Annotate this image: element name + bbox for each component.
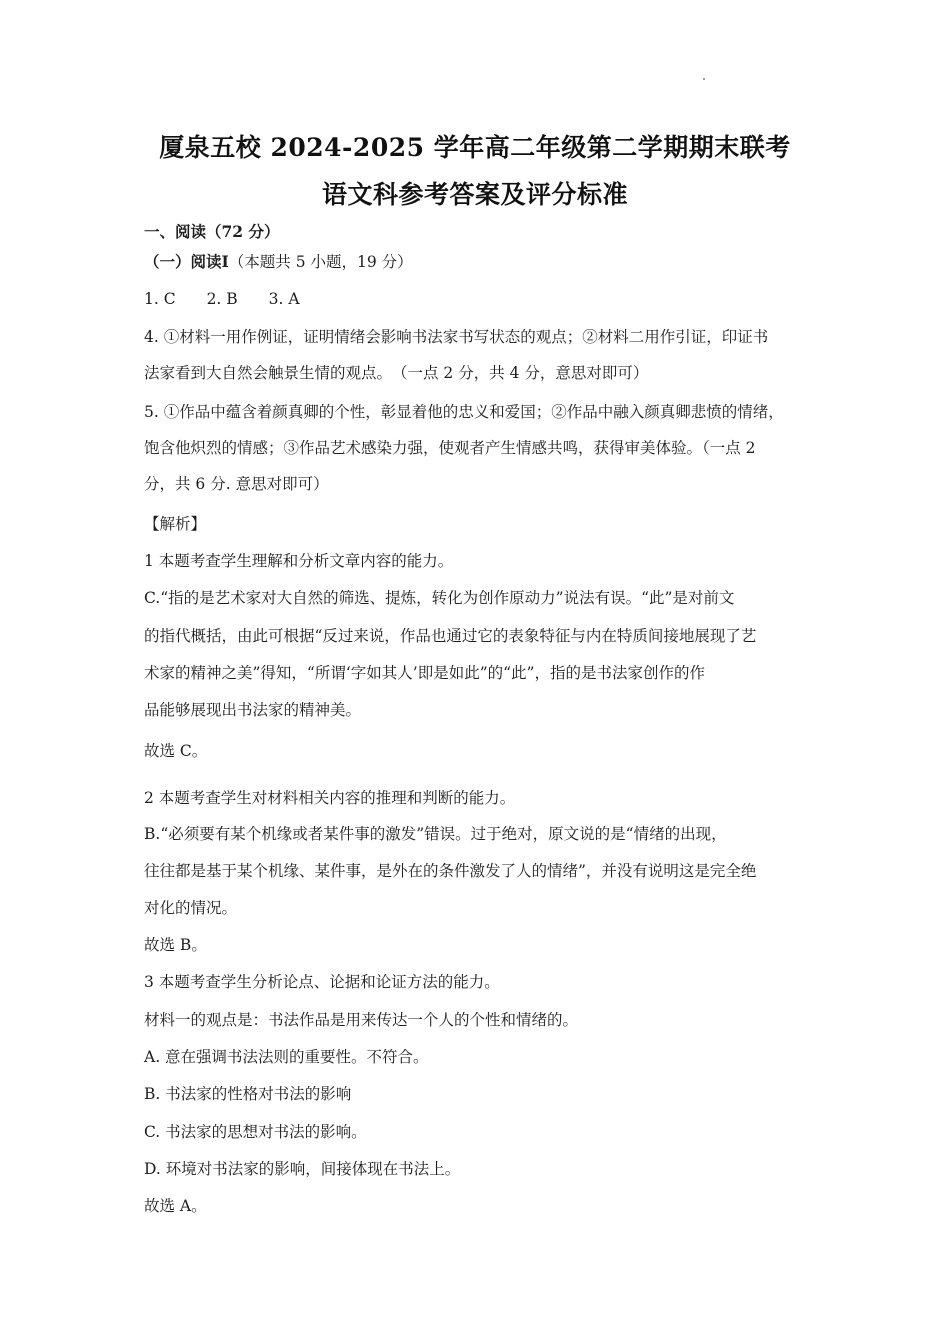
analysis-q1-result: 故选 C。 bbox=[144, 742, 208, 760]
analysis-q1-line: C.“指的是艺术家对大自然的筛选、提炼，转化为创作原动力”说法有误。“此”是对前文 bbox=[144, 589, 735, 607]
analysis-label: 【解析】 bbox=[144, 515, 207, 533]
analysis-q2-result: 故选 B。 bbox=[144, 936, 207, 954]
document-subtitle: 语文科参考答案及评分标准 bbox=[321, 180, 628, 209]
answer-q5-line: 5. ①作品中蕴含着颜真卿的个性，彰显着他的忠义和爱国；②作品中融入颜真卿悲愤的情绪， bbox=[144, 403, 784, 421]
analysis-q3-option-a: A. 意在强调书法法则的重要性。不符合。 bbox=[144, 1048, 429, 1066]
analysis-q3-view: 材料一的观点是：书法作品是用来传达一个人的个性和情绪的。 bbox=[144, 1011, 579, 1029]
analysis-q1-line: 术家的精神之美”得知，“所谓‘字如其人’即是如此”的“此”，指的是书法家创作的作 bbox=[144, 664, 705, 682]
analysis-q3-option-c: C. 书法家的思想对书法的影响。 bbox=[144, 1123, 367, 1141]
answer-choices: 1. C 2. B 3. A bbox=[144, 290, 300, 308]
answer-q5-line: 饱含他炽烈的情感；③作品艺术感染力强，使观者产生情感共鸣，获得审美体验。（一点 2 bbox=[144, 439, 756, 457]
analysis-q3-option-d: D. 环境对书法家的影响，间接体现在书法上。 bbox=[144, 1160, 461, 1178]
analysis-q3-intro: 3 本题考查学生分析论点、论据和论证方法的能力。 bbox=[144, 973, 500, 991]
analysis-q1-intro: 1 本题考查学生理解和分析文章内容的能力。 bbox=[144, 552, 454, 570]
analysis-q3-result: 故选 A。 bbox=[144, 1197, 207, 1215]
document-title: 厦泉五校 2024-2025 学年高二年级第二学期期末联考 bbox=[159, 133, 791, 162]
sub-heading-note: （本题共 5 小题，19 分） bbox=[228, 253, 413, 271]
answer-q5-line: 分，共 6 分. 意思对即可） bbox=[144, 475, 329, 493]
analysis-q1-line: 的指代概括，由此可根据“反过来说，作品也通过它的表象特征与内在特质间接地展现了艺 bbox=[144, 627, 757, 645]
sub-heading-label: （一）阅读Ⅰ bbox=[144, 252, 229, 271]
analysis-q2-line: 往往都是基于某个机缘、某件事，是外在的条件激发了人的情绪”，并没有说明这是完全绝 bbox=[144, 862, 757, 880]
analysis-q2-line: 对化的情况。 bbox=[144, 899, 238, 917]
analysis-q3-option-b: B. 书法家的性格对书法的影响 bbox=[144, 1085, 352, 1103]
answer-q4-line: 法家看到大自然会触景生情的观点。 （一点 2 分，共 4 分，意思对即可） bbox=[144, 364, 649, 382]
scan-speck bbox=[703, 78, 705, 80]
analysis-q2-line: B.“必须要有某个机缘或者某件事的激发”错误。过于绝对，原文说的是“情绪的出现， bbox=[144, 825, 727, 843]
section-heading: 一、阅读（72 分） bbox=[144, 222, 280, 241]
analysis-q1-line: 品能够展现出书法家的精神美。 bbox=[144, 701, 362, 719]
answer-q4-line: 4. ①材料一用作例证，证明情绪会影响书法家书写状态的观点；②材料二用作引证，印证书 bbox=[144, 328, 769, 346]
analysis-q2-intro: 2 本题考查学生对材料相关内容的推理和判断的能力。 bbox=[144, 789, 516, 807]
sub-heading bbox=[144, 250, 814, 272]
